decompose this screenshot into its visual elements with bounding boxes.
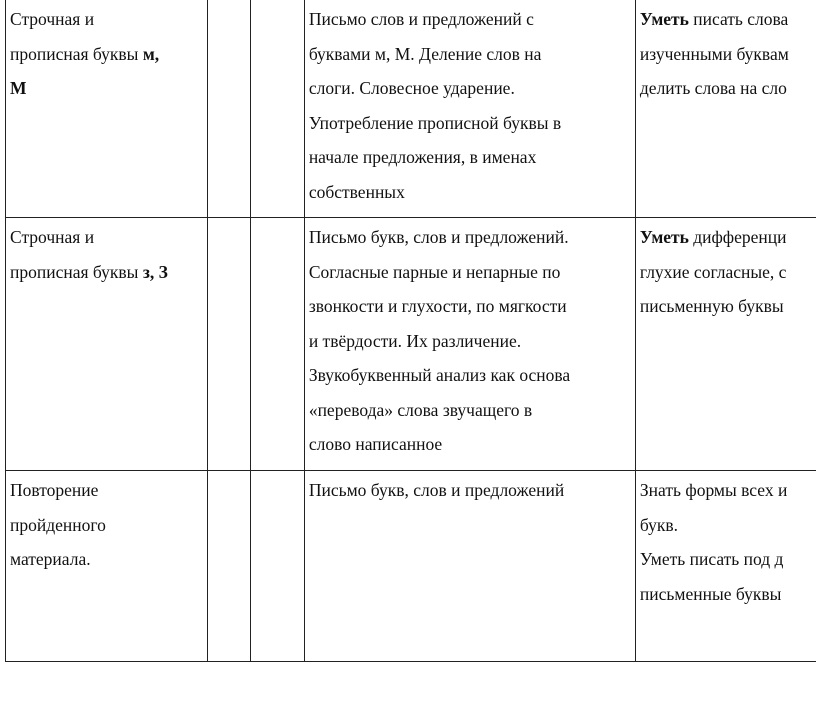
topic-line: Строчная и (10, 9, 95, 29)
empty-cell (207, 471, 250, 662)
content-line: Письмо букв, слов и предложений (308, 480, 565, 500)
skill-line: букв. (639, 514, 679, 535)
content-line: слово написанное (308, 434, 443, 454)
topic-line (10, 71, 203, 106)
empty-cell (207, 218, 250, 471)
topic-letters: м, (142, 43, 160, 64)
skill-cell (635, 218, 816, 471)
content-line: Употребление прописной буквы в (308, 112, 562, 133)
table-row (6, 471, 816, 662)
skill-line: Уметь писать под д (639, 549, 784, 569)
skill-keyword: Уметь (639, 9, 689, 29)
content-cell (304, 0, 635, 218)
skill-line: письменную буквы (639, 296, 784, 316)
topic-line: материала. (10, 549, 91, 569)
skill-line: письменные буквы (639, 583, 782, 604)
empty-cell (250, 471, 304, 662)
content-cell (304, 218, 635, 471)
topic-line: пройденного (10, 514, 106, 535)
content-line: звонкости и глухости, по мягкости (308, 296, 567, 316)
content-line: начале предложения, в именах (308, 147, 537, 167)
content-line: Согласные парные и непарные по (308, 261, 561, 282)
topic-cell (6, 218, 208, 471)
empty-cell (250, 218, 304, 471)
content-cell (304, 471, 635, 662)
topic-cell (6, 471, 208, 662)
content-line: «перевода» слова звучащего в (308, 399, 533, 420)
content-line: слоги. Словесное ударение. (308, 78, 515, 98)
lesson-plan-table (5, 0, 816, 662)
empty-cell (207, 0, 250, 218)
content-line: и твёрдости. Их различение. (308, 330, 522, 351)
skill-line: Знать формы всех и (639, 480, 788, 500)
skill-line: изученными буквам (639, 43, 789, 64)
content-line: Письмо слов и предложений с (308, 9, 534, 29)
empty-cell (250, 0, 304, 218)
topic-line: Повторение (10, 480, 99, 500)
topic-letters: М (10, 78, 27, 98)
topic-cell (6, 0, 208, 218)
skill-line: Уметь писать слова (639, 9, 789, 29)
skill-line: глухие согласные, с (639, 261, 787, 282)
topic-letters: з, З (142, 261, 168, 282)
content-line: Письмо букв, слов и предложений. (308, 227, 569, 247)
table-row (6, 0, 816, 218)
content-line: Звукобуквенный анализ как основа (308, 365, 571, 385)
topic-line: прописная буквы з, З (10, 261, 168, 282)
skill-cell (635, 0, 816, 218)
skill-keyword: Уметь (639, 227, 689, 247)
skill-line: Уметь дифференци (639, 227, 787, 247)
content-line: буквами м, М. Деление слов на (308, 43, 542, 64)
table-row (6, 218, 816, 471)
skill-cell (635, 471, 816, 662)
topic-line: Строчная и (10, 227, 95, 247)
skill-line: делить слова на сло (639, 78, 787, 98)
content-line: собственных (308, 181, 405, 202)
topic-line: прописная буквы м, (10, 43, 160, 64)
